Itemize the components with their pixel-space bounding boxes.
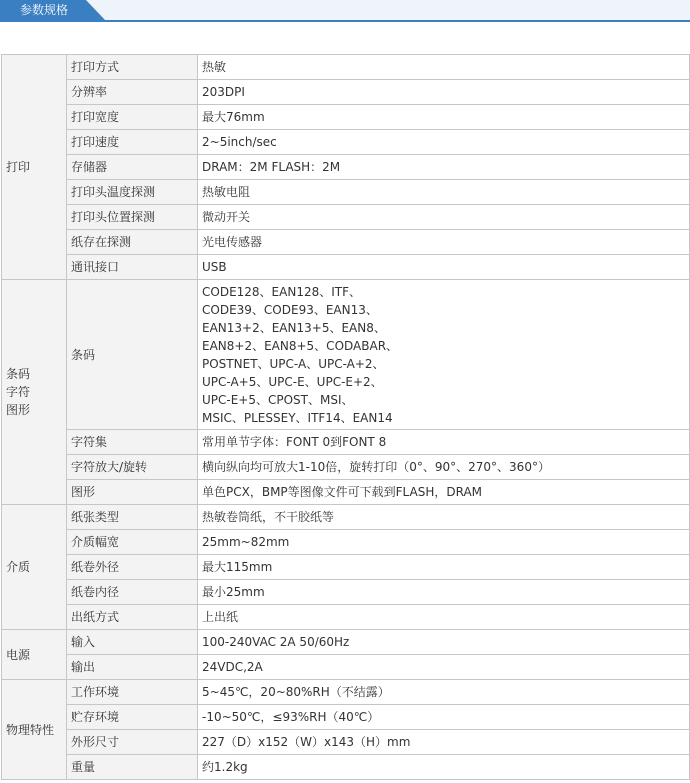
barcode-list (198, 280, 690, 430)
table-row (2, 105, 690, 130)
table-row (2, 705, 690, 730)
row-label: 重量 (67, 755, 198, 780)
row-label: 介质幅宽 (67, 530, 198, 555)
category-media: 介质 (2, 505, 67, 630)
table-row (2, 680, 690, 705)
row-label: 输出 (67, 655, 198, 680)
table-row (2, 730, 690, 755)
row-label: 打印宽度 (67, 105, 198, 130)
barcode-line: CODE128、EAN128、ITF、 (202, 284, 361, 299)
row-label: 打印头位置探测 (67, 205, 198, 230)
table-row (2, 130, 690, 155)
row-value: 约1.2kg (198, 755, 690, 780)
table-row (2, 455, 690, 480)
category-line: 图形 (6, 403, 31, 417)
table-row (2, 255, 690, 280)
row-label: 打印头温度探测 (67, 180, 198, 205)
row-label: 字符集 (67, 430, 198, 455)
table-row (2, 80, 690, 105)
barcode-line: EAN8+2、EAN8+5、CODABAR、 (202, 338, 399, 353)
row-value: -10~50℃，≤93%RH（40℃） (198, 705, 690, 730)
row-value: 24VDC,2A (198, 655, 690, 680)
category-power: 电源 (2, 630, 67, 680)
table-row (2, 280, 690, 430)
table-row (2, 655, 690, 680)
barcode-line: MSIC、PLESSEY、ITF14、EAN14 (202, 410, 393, 425)
barcode-line: EAN13+2、EAN13+5、EAN8、 (202, 320, 386, 335)
table-row (2, 430, 690, 455)
row-value: 最大115mm (198, 555, 690, 580)
row-label: 输入 (67, 630, 198, 655)
table-row (2, 580, 690, 605)
row-value: 2~5inch/sec (198, 130, 690, 155)
row-label: 图形 (67, 480, 198, 505)
row-value: 光电传感器 (198, 230, 690, 255)
barcode-line: UPC-E+5、CPOST、MSI、 (202, 392, 354, 407)
category-physical: 物理特性 (2, 680, 67, 780)
row-label: 分辨率 (67, 80, 198, 105)
section-title: 参数规格 (20, 3, 69, 17)
table-row (2, 505, 690, 530)
table-row (2, 555, 690, 580)
spec-table (1, 54, 690, 780)
row-value: 常用单节字体：FONT 0到FONT 8 (198, 430, 690, 455)
row-value: 横向纵向均可放大1-10倍，旋转打印（0°、90°、270°、360°） (198, 455, 690, 480)
row-value: 25mm~82mm (198, 530, 690, 555)
table-row (2, 180, 690, 205)
table-row (2, 55, 690, 80)
table-row (2, 155, 690, 180)
table-row (2, 230, 690, 255)
row-label: 条码 (67, 280, 198, 430)
row-value: 100-240VAC 2A 50/60Hz (198, 630, 690, 655)
row-label: 存储器 (67, 155, 198, 180)
row-label: 纸张类型 (67, 505, 198, 530)
row-label: 工作环境 (67, 680, 198, 705)
table-row (2, 530, 690, 555)
row-label: 打印速度 (67, 130, 198, 155)
row-label: 字符放大/旋转 (67, 455, 198, 480)
row-value: 热敏卷筒纸，不干胶纸等 (198, 505, 690, 530)
table-row (2, 205, 690, 230)
row-label: 贮存环境 (67, 705, 198, 730)
row-value: 热敏电阻 (198, 180, 690, 205)
row-value: 上出纸 (198, 605, 690, 630)
row-value: 最大76mm (198, 105, 690, 130)
barcode-line: CODE39、CODE93、EAN13、 (202, 302, 378, 317)
row-label: 纸存在探测 (67, 230, 198, 255)
row-value: 单色PCX，BMP等图像文件可下载到FLASH，DRAM (198, 480, 690, 505)
category-line: 字符 (6, 385, 31, 399)
table-row (2, 630, 690, 655)
row-value: 5~45℃，20~80%RH（不结露） (198, 680, 690, 705)
row-label: 纸卷外径 (67, 555, 198, 580)
row-value: USB (198, 255, 690, 280)
row-value: 最小25mm (198, 580, 690, 605)
barcode-line: POSTNET、UPC-A、UPC-A+2、 (202, 356, 385, 371)
category-print: 打印 (2, 55, 67, 280)
category-barcode-font-graphics (2, 280, 67, 505)
row-value: 热敏 (198, 55, 690, 80)
row-label: 纸卷内径 (67, 580, 198, 605)
section-header (0, 0, 690, 22)
row-value: 227（D）x152（W）x143（H）mm (198, 730, 690, 755)
table-row (2, 480, 690, 505)
table-row (2, 605, 690, 630)
row-value: DRAM：2M FLASH：2M (198, 155, 690, 180)
row-label: 通讯接口 (67, 255, 198, 280)
row-label: 外形尺寸 (67, 730, 198, 755)
row-label: 出纸方式 (67, 605, 198, 630)
row-value: 203DPI (198, 80, 690, 105)
table-row (2, 755, 690, 780)
category-line: 条码 (6, 367, 31, 381)
row-label: 打印方式 (67, 55, 198, 80)
row-value: 微动开关 (198, 205, 690, 230)
barcode-line: UPC-A+5、UPC-E、UPC-E+2、 (202, 374, 383, 389)
